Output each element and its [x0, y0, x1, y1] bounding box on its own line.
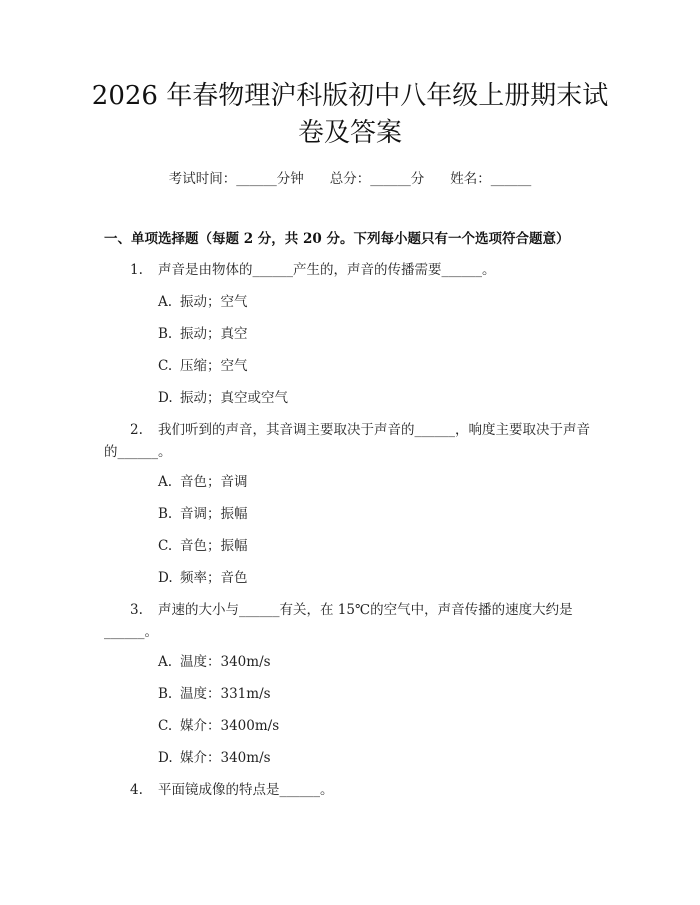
option-letter: D.: [158, 750, 173, 766]
option-text: 媒介：3400m/s: [180, 718, 280, 734]
option-text: 频率；音色: [180, 570, 248, 586]
option-letter: A.: [158, 474, 173, 490]
question-3-option-b: [158, 685, 271, 703]
exam-info-line: [0, 170, 700, 188]
option-text: 压缩；空气: [180, 358, 248, 374]
option-letter: D.: [158, 570, 173, 586]
option-letter: C.: [158, 718, 173, 734]
question-4: [104, 779, 602, 801]
question-1-option-a: [158, 293, 248, 311]
option-text: 音色；振幅: [180, 538, 248, 554]
section-title-single-choice: 一、单项选择题（每题 2 分，共 20 分。下列每小题只有一个选项符合题意）: [104, 231, 570, 247]
exam-title-line2: 卷及答案: [297, 118, 402, 148]
option-letter: B.: [158, 326, 173, 342]
question-number: 3.: [130, 602, 143, 618]
question-1-option-d: [158, 389, 288, 407]
total-score-field: 总分：______分: [329, 171, 425, 187]
option-letter: D.: [158, 390, 173, 406]
question-2-option-b: [158, 505, 248, 523]
question-2-option-c: [158, 537, 248, 555]
question-2-option-a: [158, 473, 248, 491]
student-name-field: 姓名：______: [450, 171, 532, 187]
option-letter: C.: [158, 538, 173, 554]
option-text: 温度：340m/s: [180, 654, 271, 670]
question-1: [104, 259, 602, 281]
question-text: 声音是由物体的______产生的，声音的传播需要______。: [158, 262, 496, 278]
question-number: 1.: [130, 262, 143, 278]
option-text: 振动；空气: [180, 294, 248, 310]
option-letter: B.: [158, 686, 173, 702]
option-text: 温度：331m/s: [180, 686, 271, 702]
question-3-option-a: [158, 653, 271, 671]
option-text: 音调；振幅: [180, 506, 248, 522]
option-letter: C.: [158, 358, 173, 374]
question-2: [104, 419, 602, 463]
question-2-option-d: [158, 569, 248, 587]
question-number: 2.: [130, 422, 143, 438]
option-text: 振动；真空或空气: [180, 390, 288, 406]
question-3: [104, 599, 602, 643]
option-text: 振动；真空: [180, 326, 248, 342]
question-3-option-d: [158, 749, 271, 767]
question-text: 声速的大小与______有关，在 15℃的空气中，声音传播的速度大约是______。: [104, 602, 573, 640]
question-text: 平面镜成像的特点是______。: [158, 782, 334, 798]
exam-title-line1: 2026 年春物理沪科版初中八年级上册期末试: [91, 81, 609, 111]
question-1-option-b: [158, 325, 248, 343]
question-1-option-c: [158, 357, 248, 375]
exam-title: [60, 78, 640, 152]
option-text: 音色；音调: [180, 474, 248, 490]
option-letter: A.: [158, 294, 173, 310]
option-letter: A.: [158, 654, 173, 670]
option-letter: B.: [158, 506, 173, 522]
question-number: 4.: [130, 782, 143, 798]
exam-time-field: 考试时间：______分钟: [168, 171, 304, 187]
option-text: 媒介：340m/s: [180, 750, 271, 766]
question-3-option-c: [158, 717, 279, 735]
question-text: 我们听到的声音，其音调主要取决于声音的______，响度主要取决于声音的______。: [104, 422, 590, 460]
